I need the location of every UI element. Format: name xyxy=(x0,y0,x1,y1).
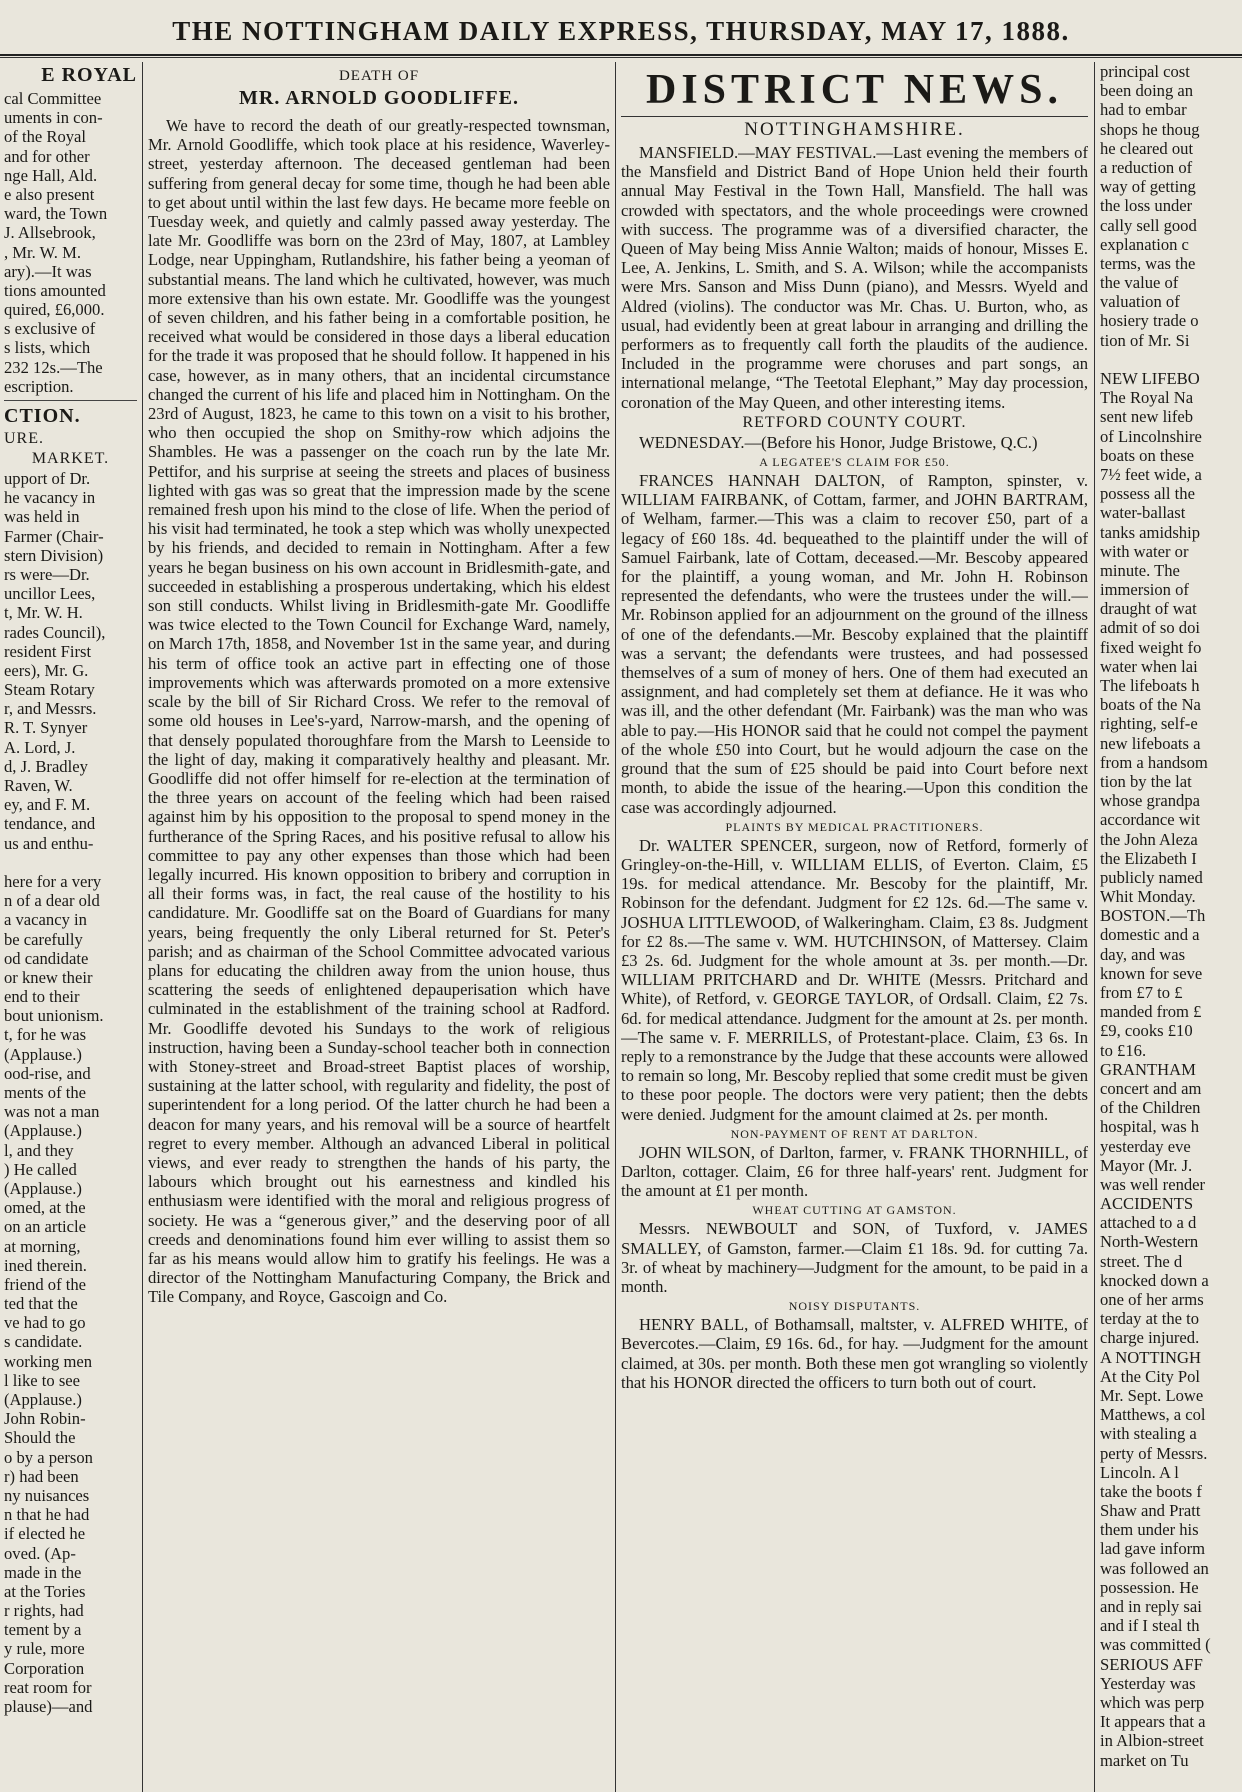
text-line: hosiery trade o xyxy=(1100,311,1199,331)
text-line: John Robin- xyxy=(4,1409,86,1429)
text-line: way of getting xyxy=(1100,177,1196,197)
text-line: explanation c xyxy=(1100,234,1189,254)
text-line: quired, £6,000. xyxy=(4,300,105,320)
col1-heading-market: MARKET. xyxy=(31,450,110,467)
text-line: working men xyxy=(4,1351,93,1371)
text-line: ined therein. xyxy=(4,1255,87,1275)
text-line: the Elizabeth I xyxy=(1100,848,1197,868)
masthead xyxy=(0,0,1242,56)
text-line: of the Children xyxy=(1100,1098,1201,1118)
text-line: to £16. xyxy=(1100,1040,1147,1060)
text-line: o by a person xyxy=(4,1447,93,1467)
district-news-title: DISTRICT NEWS. xyxy=(621,66,1088,117)
text-line: s candidate. xyxy=(4,1332,83,1352)
legatee-claim-report: FRANCES HANNAH DALTON, of Rampton, spinster, v. WILLIAM FAIRBANK, of Cottam, farmer, and JOHN BARTRAM, of Welham, farmer.—This was a claim to recover £50, part of a legacy of £60 18s. 4d. bequeathed to the plaintiff under the will of Samuel Fairbank, late of Cottam, deceased.—Mr. Bescoby appeared for the plaintiff, a young woman, and Mr. John H. Robinson represented the defendants, who were the trustees under the will.—Mr. Robinson applied for an adjournment on the ground of the illness of one of the defendants.—Mr. Bescoby explained that the plaintiff was a servant; the defendants were trustees, and had possessed themselves of a sum of money of hers. One of them had executed an assignment, and had completely set them at defiance. He it was who was ill, and the other defendant (Mr. Fairbank) was the man who was able to pay.—His HONOR said that he could not compel the payment of the whole £50 into Court, but he would adjourn the case on the ground that the sum of £25 should be paid into Court before next month, to abide the issue of the hearing.—Upon this condition the case was accordingly adjourned. xyxy=(621,471,1088,817)
text-line: ments of the xyxy=(4,1083,87,1102)
text-line: A. Lord, J. xyxy=(4,737,76,757)
text-line: Lincoln. A l xyxy=(1100,1462,1179,1482)
text-line: Steam Rotary xyxy=(4,680,95,700)
text-line xyxy=(1100,350,1242,369)
text-line: ey, and F. M. xyxy=(4,795,91,815)
newspaper-title: THE NOTTINGHAM DAILY EXPRESS, THURSDAY, MAY 17, 1888. xyxy=(172,16,1070,46)
text-line: hospital, was h xyxy=(1100,1117,1200,1137)
text-line: ted that the xyxy=(4,1294,78,1314)
text-line: (Applause.) xyxy=(4,1178,82,1198)
text-line: was not a man xyxy=(4,1102,100,1122)
text-line: tions amounted xyxy=(4,280,106,300)
text-line: from £7 to £ xyxy=(1100,983,1183,1002)
text-line: GRANTHAM xyxy=(1100,1059,1196,1079)
column-left-fragment xyxy=(4,62,137,1792)
text-line: and in reply sai xyxy=(1100,1597,1202,1616)
text-line: upport of Dr. xyxy=(4,469,91,488)
text-line: l, and they xyxy=(4,1140,74,1160)
text-line: rs were—Dr. xyxy=(4,564,90,584)
text-line: day, and was xyxy=(1100,944,1186,964)
top-rule xyxy=(0,57,1242,58)
text-line: friend of the xyxy=(4,1274,87,1294)
text-line: n that he had xyxy=(4,1505,90,1525)
text-line: boats of the Na xyxy=(1100,695,1201,715)
text-line: J. Allsebrook, xyxy=(4,223,96,243)
text-line: rades Council), xyxy=(4,622,106,642)
col1-heading-ction: CTION. xyxy=(4,405,81,427)
text-line: 7½ feet wide, a xyxy=(1100,464,1202,484)
text-line: terday at the to xyxy=(1100,1309,1200,1329)
col1-heading-royal: E ROYAL xyxy=(41,64,137,86)
text-line: Should the xyxy=(4,1428,76,1448)
text-line: e also present xyxy=(4,184,95,204)
text-line: immersion of xyxy=(1100,580,1189,600)
text-line: y rule, more xyxy=(4,1639,85,1659)
text-line: ood-rise, and xyxy=(4,1063,91,1083)
text-line: perty of Messrs. xyxy=(1100,1443,1208,1463)
text-line: Corporation xyxy=(4,1658,85,1678)
text-line: ve had to go xyxy=(4,1313,86,1333)
text-line: Matthews, a col xyxy=(1100,1405,1206,1425)
text-line: he cleared out xyxy=(1100,138,1194,158)
text-line: plause)—and xyxy=(4,1697,93,1716)
text-line: the John Aleza xyxy=(1100,829,1198,849)
text-line: was held in xyxy=(4,507,80,527)
text-line: , Mr. W. M. xyxy=(4,242,81,262)
county-heading: NOTTINGHAMSHIRE. xyxy=(744,119,965,140)
text-line: was committed ( xyxy=(1100,1635,1211,1655)
text-line: fixed weight fo xyxy=(1100,637,1202,657)
text-line: us and enthu- xyxy=(4,833,94,853)
text-line: with stealing a xyxy=(1100,1424,1197,1444)
text-line: minute. The xyxy=(1100,560,1180,580)
text-line: BOSTON.—Th xyxy=(1100,906,1206,926)
text-line: was followed an xyxy=(1100,1558,1209,1578)
text-line: them under his xyxy=(1100,1520,1199,1540)
text-line: (Applause.) xyxy=(4,1390,82,1409)
text-line: accordance wit xyxy=(1100,810,1200,830)
text-line: righting, self-e xyxy=(1100,714,1198,734)
text-line: known for seve xyxy=(1100,963,1203,983)
col1-divider xyxy=(4,400,137,401)
text-line: A NOTTINGH xyxy=(1100,1347,1201,1367)
text-line: ) He called xyxy=(4,1159,77,1179)
court-session-line: WEDNESDAY.—(Before his Honor, Judge Bristowe, Q.C.) xyxy=(639,432,1038,452)
text-line: was well render xyxy=(1100,1174,1206,1194)
wheat-cutting-report: Messrs. NEWBOULT and SON, of Tuxford, v. JAMES SMALLEY, of Gamston, farmer.—Claim £1 18s. 9d. for cutting 7a. 3r. of wheat by machinery—Judgment for the amount, to be paid in a month. xyxy=(621,1219,1088,1296)
text-line: l like to see xyxy=(4,1370,81,1390)
text-line: Farmer (Chair- xyxy=(4,526,104,546)
wheat-cutting-heading: WHEAT CUTTING AT GAMSTON. xyxy=(752,1203,957,1218)
text-line: the loss under xyxy=(1100,196,1193,216)
text-line: Shaw and Pratt xyxy=(1100,1501,1201,1521)
obituary-body: We have to record the death of our greatly-respected townsman, Mr. Arnold Goodliffe, which took place at his residence, Waverley-street, yesterday afternoon. The deceased gentleman had been suffering from general decay for some time, though he had been able to get about until within the last few days. He became more feeble on Tuesday week, and quietly and calmly passed away yesterday. The late Mr. Goodliffe was born on the 23rd of May, 1807, at Lambley Lodge, near Uppingham, Rutlandshire, his father being a yeoman of substantial means. The land which he cultivated, however, was much more extensive than his own estate. Mr. Goodliffe was the youngest of seven children, and his father being in a comfortable position, he received what would be considered in those days a liberal education for the trade it was proposed that he should follow. It happened in his case, however, as in many others, that an incidental circumstance changed the current of his life and placed him in Nottingham. On the 23rd of August, 1823, he came to this town on a visit to his brother, who then occupied the shop on Smithy-row which adjoins the Shambles. He was a passenger on the coach run by the late Mr. Pettifor, and his surprise at seeing the streets and places of business lighted with gas was so great that the impression made by the scene remained fresh upon his mind to the close of life. When the period of his visit had terminated, he took a step which was wholly unexpected by his friends, and decided to remain in Nottingham. After a few years he began business on his own account in Bridlesmith-gate, and succeeded in establishing a prosperous undertaking, which his eldest son still conducts. Whilst living in Bridlesmith-gate Mr. Goodliffe was twice elected to the Town Council for Exchange Ward, namely, on March 17th, 1858, and November 1st in the same year, and during his term of office took an active part in effecting one of those improvements which was afterwards promoted on a more extensive scale by the bill of Sir Richard Cross. We refer to the removal of some old houses in Lee's-yard, Narrow-marsh, and the opening of that densely populated thoroughfare from the Marsh to Leenside to the light of day, making it comparatively healthy and pleasant. Mr. Goodliffe did not offer himself for re-election at the termination of the three years on account of the feeling which had been raised against him by his opposition to the proposal to spend money in the furtherance of the Spring Races, and his positive refusal to allow his committee to pay any other expenses than those which had been legally incurred. His known opposition to bribery and corruption in all their forms was, in fact, the real cause of the hostility to his candidature. Mr. Goodliffe sat on the Board of Guardians for many years, being frequently the only Liberal returned for St. Peter's parish; and as chairman of the School Committee advocated various plans for educating the children away from the union house, thus scattering the seeds of enlightened depauperisation which have culminated in the establishment of the training school at Radford. Mr. Goodliffe devoted his Sundays to the work of religious instruction, having been a Sunday-school teacher both in connection with Stoney-street and Broad-street Baptist places of worship, sustaining at the latter school, with regularity and fidelity, the post of superintendent for a long period. Of the latter church he had been a deacon for many years, and his removal will be a source of heartfelt regret to every member. Although an advanced Liberal in political views, and ever ready to strengthen the hands of his party, the labours which brought out his earnestness and kindled his enthusiasm were identified with the moral and religious progress of society. He was a “generous giver,” and the deserving poor of all creeds and denominations found him ever willing to assist them so far as his means would allow him to gratify his feelings. He was a director of the Nottingham Manufacturing Company, the Brick and Tile Company, and Royce, Gascoign and Co. xyxy=(148,116,610,1307)
text-line: Mr. Sept. Lowe xyxy=(1100,1385,1204,1405)
text-line: and for other xyxy=(4,146,90,166)
text-line: knocked down a xyxy=(1100,1270,1209,1290)
text-line: reat room for xyxy=(4,1677,92,1697)
text-line: manded from £ xyxy=(1100,1002,1202,1022)
rent-heading: NON-PAYMENT OF RENT AT DARLTON. xyxy=(730,1126,979,1141)
text-line: principal cost xyxy=(1100,62,1190,81)
text-line: (Applause.) xyxy=(4,1044,82,1064)
col1-text-block-2 xyxy=(4,469,137,1716)
text-line: Mayor (Mr. J. xyxy=(1100,1155,1193,1175)
medical-plaints-report: Dr. WALTER SPENCER, surgeon, now of Retford, formerly of Gringley-on-the-Hill, v. WILLIAM ELLIS, of Everton. Claim, £5 19s. for medical attendance. Mr. Bescoby for the plaintiff, Mr. Robinson for the defendant. Judgment for £2 12s. 6d.—The same v. JOSHUA LITTLEWOOD, of Walkeringham. Claim, £3 8s. Judgment for £2 8s.—The same v. WM. HUTCHINSON, of Mattersey. Claim £3 2s. 6d. Judgment for the whole amount at 3s. per month.—Dr. WILLIAM PRITCHARD and Dr. WHITE (Messrs. Pritchard and White), of Retford, v. GEORGE TAYLOR, of Ordsall. Claim, £2 7s. 6d. for medical attendance. Judgment for the amount at 2s. per month.—The same v. F. MERRILLS, of Protestant-place. Claim, £3 6s. In reply to a remonstrance by the Judge that these accounts were allowed to remain so long, Mr. Bescoby replied that some credit must be given to these poor people. The doctors were very patient; then the debts were denied. Judgment for the amount claimed at 2s. per month. xyxy=(621,835,1088,1124)
text-line: cally sell good xyxy=(1100,215,1197,235)
text-line: Raven, W. xyxy=(4,776,73,795)
text-line: Whit Monday. xyxy=(1100,887,1196,907)
text-line: valuation of xyxy=(1100,292,1180,312)
text-line: £9, cooks £10 xyxy=(1100,1021,1193,1041)
text-line: a vacancy in xyxy=(4,910,87,930)
text-line: lad gave inform xyxy=(1100,1539,1206,1559)
text-line: tion by the lat xyxy=(1100,771,1192,791)
column-right-fragment xyxy=(1100,62,1242,1792)
text-line: s lists, which xyxy=(4,338,91,358)
text-line: publicly named xyxy=(1100,867,1203,887)
col1-text-block-1 xyxy=(4,89,137,396)
text-line: oved. (Ap- xyxy=(4,1543,76,1563)
text-line: R. T. Synyer xyxy=(4,718,88,738)
text-line: The lifeboats h xyxy=(1100,676,1200,695)
legatee-claim-heading: A LEGATEE'S CLAIM FOR £50. xyxy=(759,455,950,470)
text-line: concert and am xyxy=(1100,1078,1202,1098)
text-line: s exclusive of xyxy=(4,319,96,339)
text-line: and if I steal th xyxy=(1100,1616,1200,1636)
text-line: a reduction of xyxy=(1100,157,1193,177)
medical-plaints-heading: PLAINTS BY MEDICAL PRACTITIONERS. xyxy=(725,819,984,834)
text-line: cal Committee xyxy=(4,89,102,108)
text-line: been doing an xyxy=(1100,81,1194,101)
text-line: nge Hall, Ald. xyxy=(4,165,98,185)
text-line: attached to a d xyxy=(1100,1213,1197,1233)
text-line: escription. xyxy=(4,376,74,396)
text-line: end to their xyxy=(4,987,80,1007)
text-line: possess all the xyxy=(1100,484,1195,504)
column-obituary xyxy=(148,62,610,1792)
text-line: NEW LIFEBO xyxy=(1100,369,1200,388)
text-line: ny nuisances xyxy=(4,1485,90,1505)
text-line: whose grandpa xyxy=(1100,791,1200,811)
text-line: At the City Pol xyxy=(1100,1366,1201,1386)
text-line: eers), Mr. G. xyxy=(4,660,89,680)
text-line: water when lai xyxy=(1100,656,1198,676)
text-line: of the Royal xyxy=(4,127,87,147)
text-line: t, for he was xyxy=(4,1025,87,1045)
column-rule-2 xyxy=(615,62,616,1792)
text-line: ary).—It was xyxy=(4,261,92,281)
text-line: d, J. Bradley xyxy=(4,756,88,776)
text-line: water-ballast xyxy=(1100,503,1186,523)
text-line: in Albion-street xyxy=(1100,1731,1204,1751)
rent-report: JOHN WILSON, of Darlton, farmer, v. FRANK THORNHILL, of Darlton, cottager. Claim, £6 for three half-years' rent. Judgment for the amount at £1 per month. xyxy=(621,1142,1088,1201)
text-line: t, Mr. W. H. xyxy=(4,603,83,623)
text-line: from a handsom xyxy=(1100,752,1208,772)
text-line: uncillor Lees, xyxy=(4,584,96,604)
noisy-disputants-heading: NOISY DISPUTANTS. xyxy=(788,1299,921,1314)
column-rule-1 xyxy=(142,62,143,1792)
text-line: of Lincolnshire xyxy=(1100,426,1202,446)
text-line: at the Tories xyxy=(4,1581,86,1601)
text-line: SERIOUS AFF xyxy=(1100,1654,1203,1674)
text-line: with water or xyxy=(1100,541,1189,561)
text-line: domestic and a xyxy=(1100,925,1200,945)
text-line: ward, the Town xyxy=(4,204,108,224)
noisy-disputants-report: HENRY BALL, of Bothamsall, maltster, v. ALFRED WHITE, of Bevercotes.—Claim, £9 16s. 6d., for hay. —Judgment for the amount claimed, at 30s. per month. Both these men got wrangling so violently that his HONOR directed the officers to turn both out of court. xyxy=(621,1315,1088,1392)
text-line: omed, at the xyxy=(4,1198,86,1218)
text-line: yesterday eve xyxy=(1100,1136,1191,1156)
text-line: on an article xyxy=(4,1217,87,1237)
retford-court-heading: RETFORD COUNTY COURT. xyxy=(742,413,967,431)
text-line: or knew their xyxy=(4,967,93,987)
text-line: tanks amidship xyxy=(1100,522,1201,542)
column-rule-3 xyxy=(1094,62,1095,1792)
text-line: r, and Messrs. xyxy=(4,699,97,719)
text-line: one of her arms xyxy=(1100,1290,1204,1309)
text-line: if elected he xyxy=(4,1524,86,1544)
text-line: here for a very xyxy=(4,871,102,891)
mansfield-festival-report: MANSFIELD.—MAY FESTIVAL.—Last evening the members of the Mansfield and District Band of Hope Union held their fourth annual May Festival in the Town Hall, Mansfield. The hall was crowded with spectators, and the whole proceedings were crowned with success. The programme was of a diversified character, the Queen of May being Miss Annie Walton; maids of honour, Misses E. Lee, A. Jenkins, L. Smith, and S. A. Wilson; while the accompanists were Mrs. Sanson and Miss Dunn (piano), and Messrs. Wyeld and Aldred (violins). The conductor was Mr. Chas. U. Burton, who, as usual, had evidently been at great labour in arranging and drilling the performers as to frequently call forth the plaudits of the audience. Included in the programme were choruses and part songs, an international melange, “The Teetotal Elephant,” May day procession, coronation of the May Queen, and other interesting items. xyxy=(621,143,1088,412)
text-line: stern Division) xyxy=(4,545,104,565)
text-line: tion of Mr. Si xyxy=(1100,330,1190,350)
text-line: boats on these xyxy=(1100,445,1195,465)
text-line: r) had been xyxy=(4,1466,79,1486)
text-line: 232 12s.—The xyxy=(4,357,103,377)
text-line: ACCIDENTS xyxy=(1100,1194,1194,1214)
text-line: (Applause.) xyxy=(4,1121,82,1141)
text-line: draught of wat xyxy=(1100,599,1197,619)
text-line: had to embar xyxy=(1100,100,1187,120)
text-line: be carefully xyxy=(4,929,83,949)
text-line: resident First xyxy=(4,641,92,661)
text-line: It appears that a xyxy=(1100,1712,1206,1732)
text-line: r rights, had xyxy=(4,1601,84,1621)
text-line: admit of so doi xyxy=(1100,618,1201,638)
text-line: uments in con- xyxy=(4,108,103,128)
column-district-news xyxy=(621,62,1088,1792)
text-line: the value of xyxy=(1100,273,1179,293)
text-line: he vacancy in xyxy=(4,488,96,508)
text-line: The Royal Na xyxy=(1100,388,1194,408)
text-line: made in the xyxy=(4,1562,82,1582)
text-line: possession. He xyxy=(1100,1577,1199,1597)
col4-text-block xyxy=(1100,62,1242,1770)
obituary-kicker: DEATH OF xyxy=(338,68,420,84)
text-line: shops he thoug xyxy=(1100,119,1200,139)
text-line: North-Western xyxy=(1100,1232,1199,1252)
text-line: charge injured. xyxy=(1100,1328,1200,1348)
text-line: od candidate xyxy=(4,948,89,968)
text-line: which was perp xyxy=(1100,1692,1205,1712)
text-line: new lifeboats a xyxy=(1100,733,1201,753)
text-line: take the boots f xyxy=(1100,1481,1202,1501)
text-line: market on Tu xyxy=(1100,1750,1189,1770)
col1-heading-ure: URE. xyxy=(4,430,44,447)
text-line: sent new lifeb xyxy=(1100,407,1194,427)
text-line: at morning, xyxy=(4,1236,81,1256)
text-line: terms, was the xyxy=(1100,253,1196,273)
text-line: street. The d xyxy=(1100,1251,1183,1271)
text-line: tendance, and xyxy=(4,814,96,834)
obituary-headline: MR. ARNOLD GOODLIFFE. xyxy=(239,87,519,109)
text-line: Yesterday was xyxy=(1100,1673,1196,1693)
text-line: tement by a xyxy=(4,1620,82,1640)
text-line xyxy=(4,853,137,872)
text-line: n of a dear old xyxy=(4,891,100,911)
text-line: bout unionism. xyxy=(4,1006,104,1026)
